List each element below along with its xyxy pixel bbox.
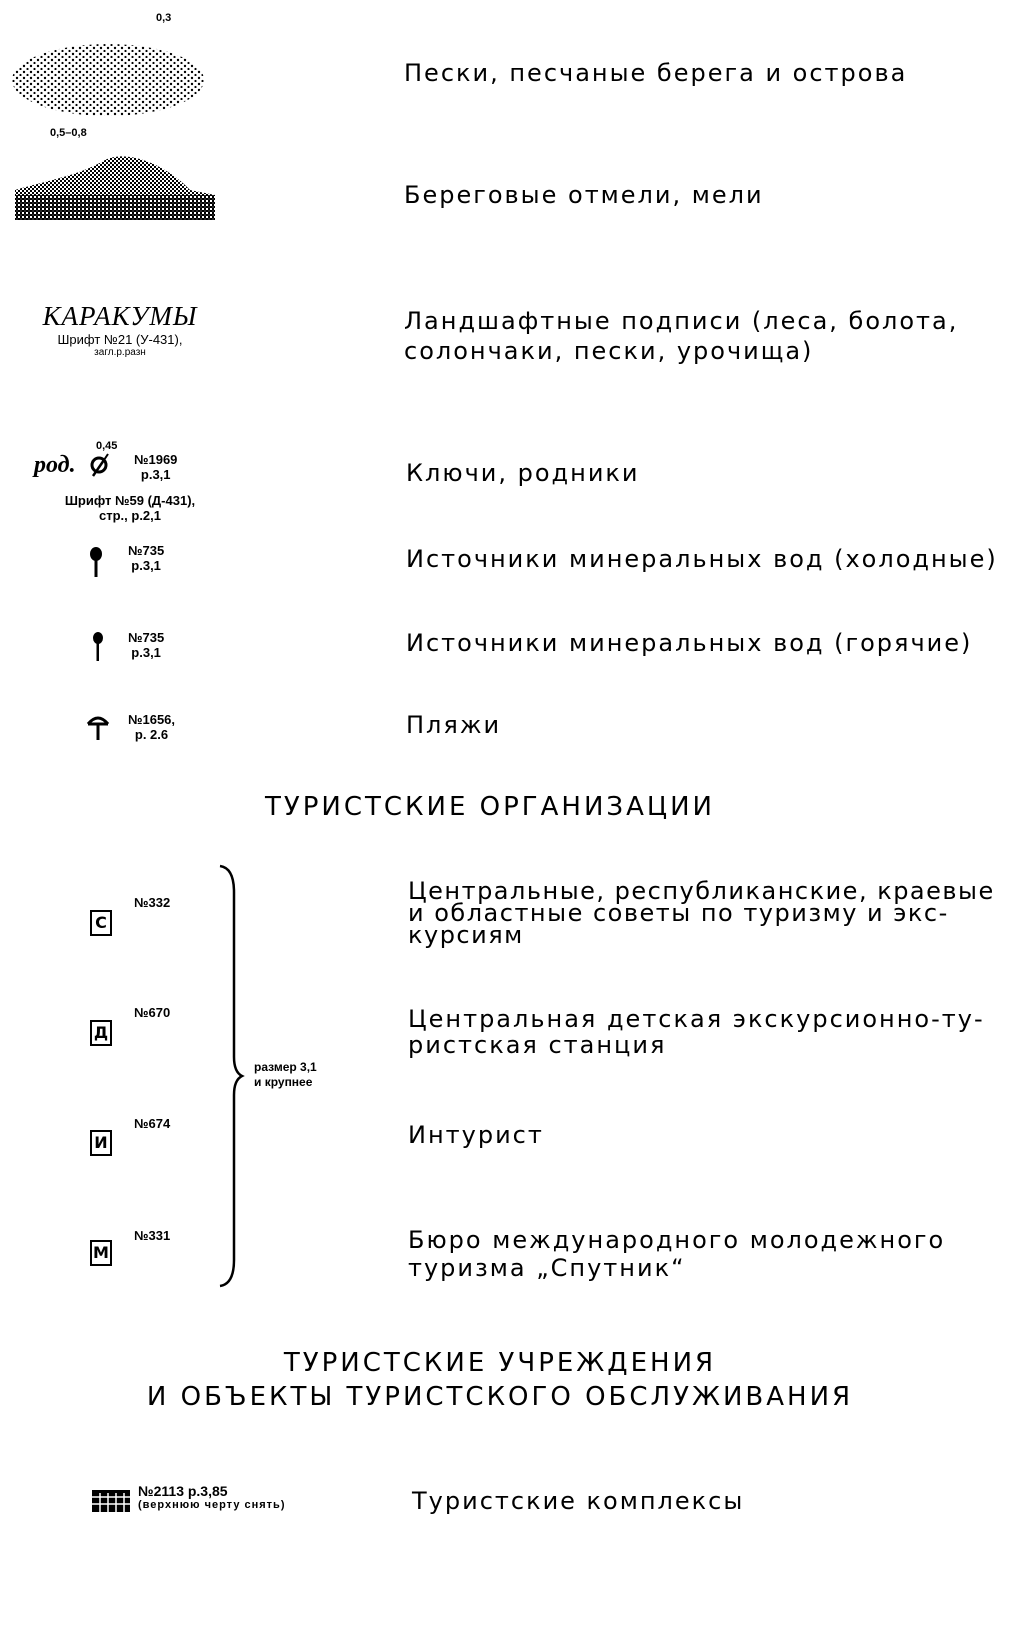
org-symbol-box: И	[90, 1130, 112, 1156]
org-symbol-box: Д	[90, 1020, 112, 1046]
mineral-hot-code-size: р.3,1	[131, 645, 161, 660]
landscape-font-case: загл.р.разн	[94, 347, 146, 358]
landscape-font-spec: Шрифт №21 (У-431),	[57, 332, 183, 347]
sand-dots-symbol	[8, 40, 208, 130]
spring-icon	[88, 452, 114, 482]
tourist-complex-code-number: №2113 р.3,85	[138, 1483, 228, 1499]
brace-note-line: размер 3,1	[254, 1060, 317, 1074]
tourist-complex-description: Туристские комплексы	[412, 1487, 745, 1515]
landscape-sample-text: КАРАКУМЫ	[42, 301, 198, 331]
section-heading-organizations: ТУРИСТСКИЕ ОРГАНИЗАЦИИ	[265, 792, 715, 822]
mineral-hot-code-number: №735	[128, 630, 165, 645]
section-heading-line: ТУРИСТСКИЕ УЧРЕЖДЕНИЯ	[283, 1348, 717, 1378]
sand-top-size-label: 0,3	[156, 12, 172, 24]
org-code: №332	[134, 895, 171, 910]
org-description-line: Центральная детская экскурсионно-ту-	[408, 1005, 985, 1033]
org-symbol-box: С	[90, 910, 112, 936]
org-description-line: Бюро международного молодежного	[408, 1226, 946, 1254]
spring-code-size: р.3,1	[140, 467, 171, 482]
mineral-cold-description: Источники минеральных вод (холодные)	[406, 545, 998, 573]
org-description-line: курсиям	[408, 921, 524, 949]
landscape-description-line: солончаки, пески, урочища)	[404, 337, 814, 365]
org-code: №674	[134, 1116, 171, 1131]
landscape-symbol-block	[0, 300, 240, 359]
org-symbol-box: М	[90, 1240, 112, 1266]
org-code: №670	[134, 1005, 171, 1020]
mineral-hot-code	[128, 630, 164, 660]
spring-font-spec	[20, 493, 240, 523]
shoals-description: Береговые отмели, мели	[404, 181, 764, 209]
spring-font-line: Шрифт №59 (Д-431),	[64, 493, 196, 508]
org-description-line: ристская станция	[408, 1031, 667, 1059]
sands-description: Пески, песчаные берега и острова	[404, 59, 908, 87]
spring-size-label: 0,45	[96, 440, 118, 452]
org-description-line: и областные советы по туризму и экс-	[408, 899, 949, 927]
section-heading-institutions	[0, 1346, 1000, 1414]
brace-note-line: и крупнее	[254, 1075, 313, 1089]
mineral-spring-hot-icon	[90, 630, 106, 664]
spring-abbreviation: род.	[34, 452, 76, 478]
sand-dot-size-label: 0,5–0,8	[50, 127, 87, 139]
tourist-complex-icon	[92, 1490, 130, 1512]
org-code: №331	[134, 1228, 171, 1243]
tourist-complex-code-note: (верхнюю черту снять)	[138, 1499, 286, 1511]
mineral-cold-code-size: р.3,1	[131, 558, 161, 573]
mineral-cold-code-number: №735	[128, 543, 165, 558]
org-description-line: Центральные, республиканские, краевые	[408, 877, 995, 905]
section-heading-line: И ОБЪЕКТЫ ТУРИСТСКОГО ОБСЛУЖИВАНИЯ	[146, 1382, 854, 1412]
beach-umbrella-icon	[86, 712, 110, 742]
grouping-brace	[216, 862, 256, 1292]
beaches-description: Пляжи	[406, 711, 502, 739]
org-description	[408, 1226, 945, 1282]
org-description	[408, 1006, 985, 1058]
beach-code	[128, 712, 175, 742]
shoal-symbol	[10, 150, 220, 225]
spring-code-number: №1969	[134, 452, 178, 467]
landscape-description-line: Ландшафтные подписи (леса, болота,	[404, 307, 959, 335]
mineral-cold-code	[128, 543, 164, 573]
spring-font-line: стр., р.2,1	[99, 508, 161, 523]
spring-code	[134, 452, 177, 482]
tourist-complex-code	[138, 1484, 285, 1511]
org-description	[408, 877, 995, 949]
org-description-line: туризма „Спутник“	[408, 1254, 686, 1282]
landscape-description	[404, 306, 958, 366]
beach-code-number: №1656,	[128, 712, 176, 727]
mineral-spring-cold-icon	[88, 545, 104, 579]
mineral-hot-description: Источники минеральных вод (горячие)	[406, 629, 973, 657]
beach-code-size: р. 2.6	[134, 727, 169, 742]
springs-description: Ключи, родники	[406, 459, 640, 487]
org-description: Интурист	[408, 1121, 544, 1149]
brace-size-note	[254, 1060, 317, 1090]
